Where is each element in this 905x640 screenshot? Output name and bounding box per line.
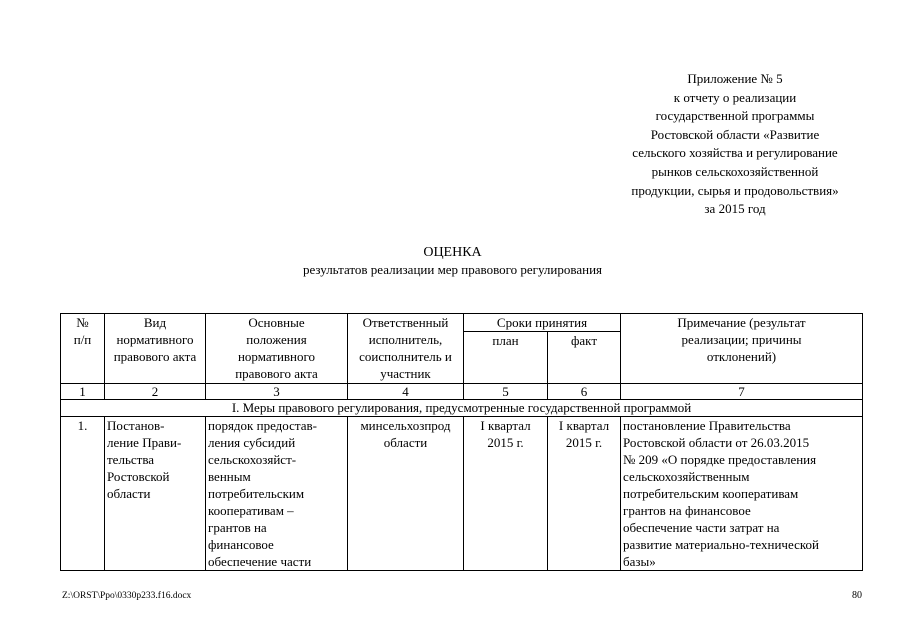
cell-act-type: Постанов- ление Прави- тельства Ростовской области: [105, 417, 206, 571]
document-title: ОЦЕНКА: [423, 245, 482, 260]
appendix-line: государственной программы: [655, 108, 815, 124]
appendix-block: [590, 70, 880, 219]
header-act-type: [105, 314, 206, 384]
header-act-type-text: Вид нормативного правового акта: [113, 315, 197, 364]
header-num: [61, 314, 105, 384]
cell-provisions: порядок предостав- ления субсидий сельскохозяйст- венным потребительским кооперативам – грантов на финансовое обеспечение части: [206, 417, 348, 571]
page-number: 80: [852, 590, 862, 601]
column-number: 1: [61, 384, 105, 400]
appendix-line: к отчету о реализации: [673, 89, 797, 105]
cell-plan: I квартал 2015 г.: [464, 417, 548, 571]
header-fact: [548, 332, 621, 384]
appendix-line: продукции, сырья и продовольствия»: [631, 182, 839, 198]
header-provisions-text: Основные положения нормативного правового акта: [235, 315, 318, 381]
document-subtitle: результатов реализации мер правового регулирования: [302, 262, 603, 277]
header-terms: [464, 314, 621, 332]
appendix-line: Ростовской области «Развитие: [650, 126, 820, 142]
header-row: [61, 314, 863, 332]
section-title: I. Меры правового регулирования, предусмотренные государственной программой: [61, 400, 863, 417]
cell-executor: минсельхозпрод области: [348, 417, 464, 571]
header-plan: [464, 332, 548, 384]
column-number: 3: [206, 384, 348, 400]
column-number: 4: [348, 384, 464, 400]
appendix-line: рынков сельскохозяйственной: [651, 163, 819, 179]
header-note-text: Примечание (результат реализации; причины отклонений): [677, 315, 806, 364]
column-number: 6: [548, 384, 621, 400]
section-row: [61, 400, 863, 417]
column-number: 5: [464, 384, 548, 400]
appendix-line: за 2015 год: [704, 201, 766, 217]
header-fact-text: факт: [570, 333, 598, 348]
appendix-line: сельского хозяйства и регулирование: [632, 145, 838, 161]
header-note: [621, 314, 863, 384]
cell-note: постановление Правительства Ростовской области от 26.03.2015 № 209 «О порядке предоставления сельскохозяйственным потребительским кооперативам грантов на финансовое обеспечение части затрат на развитие материально-технической базы»: [621, 417, 863, 571]
table-row: [61, 417, 863, 571]
header-terms-text: Сроки принятия: [496, 315, 588, 330]
regulation-table: [60, 313, 863, 571]
header-plan-text: план: [492, 333, 519, 348]
appendix-line: Приложение № 5: [687, 71, 783, 86]
header-num-text: № п/п: [73, 315, 92, 347]
header-provisions: [206, 314, 348, 384]
header-executor: [348, 314, 464, 384]
column-number: 2: [105, 384, 206, 400]
footer-file-path: Z:\ORST\Ppo\0330p233.f16.docx: [62, 591, 192, 601]
column-number: 7: [621, 384, 863, 400]
cell-num: 1.: [61, 417, 105, 571]
column-number-row: [61, 384, 863, 400]
cell-fact: I квартал 2015 г.: [548, 417, 621, 571]
header-executor-text: Ответственный исполнитель, соисполнитель и участник: [359, 315, 452, 381]
